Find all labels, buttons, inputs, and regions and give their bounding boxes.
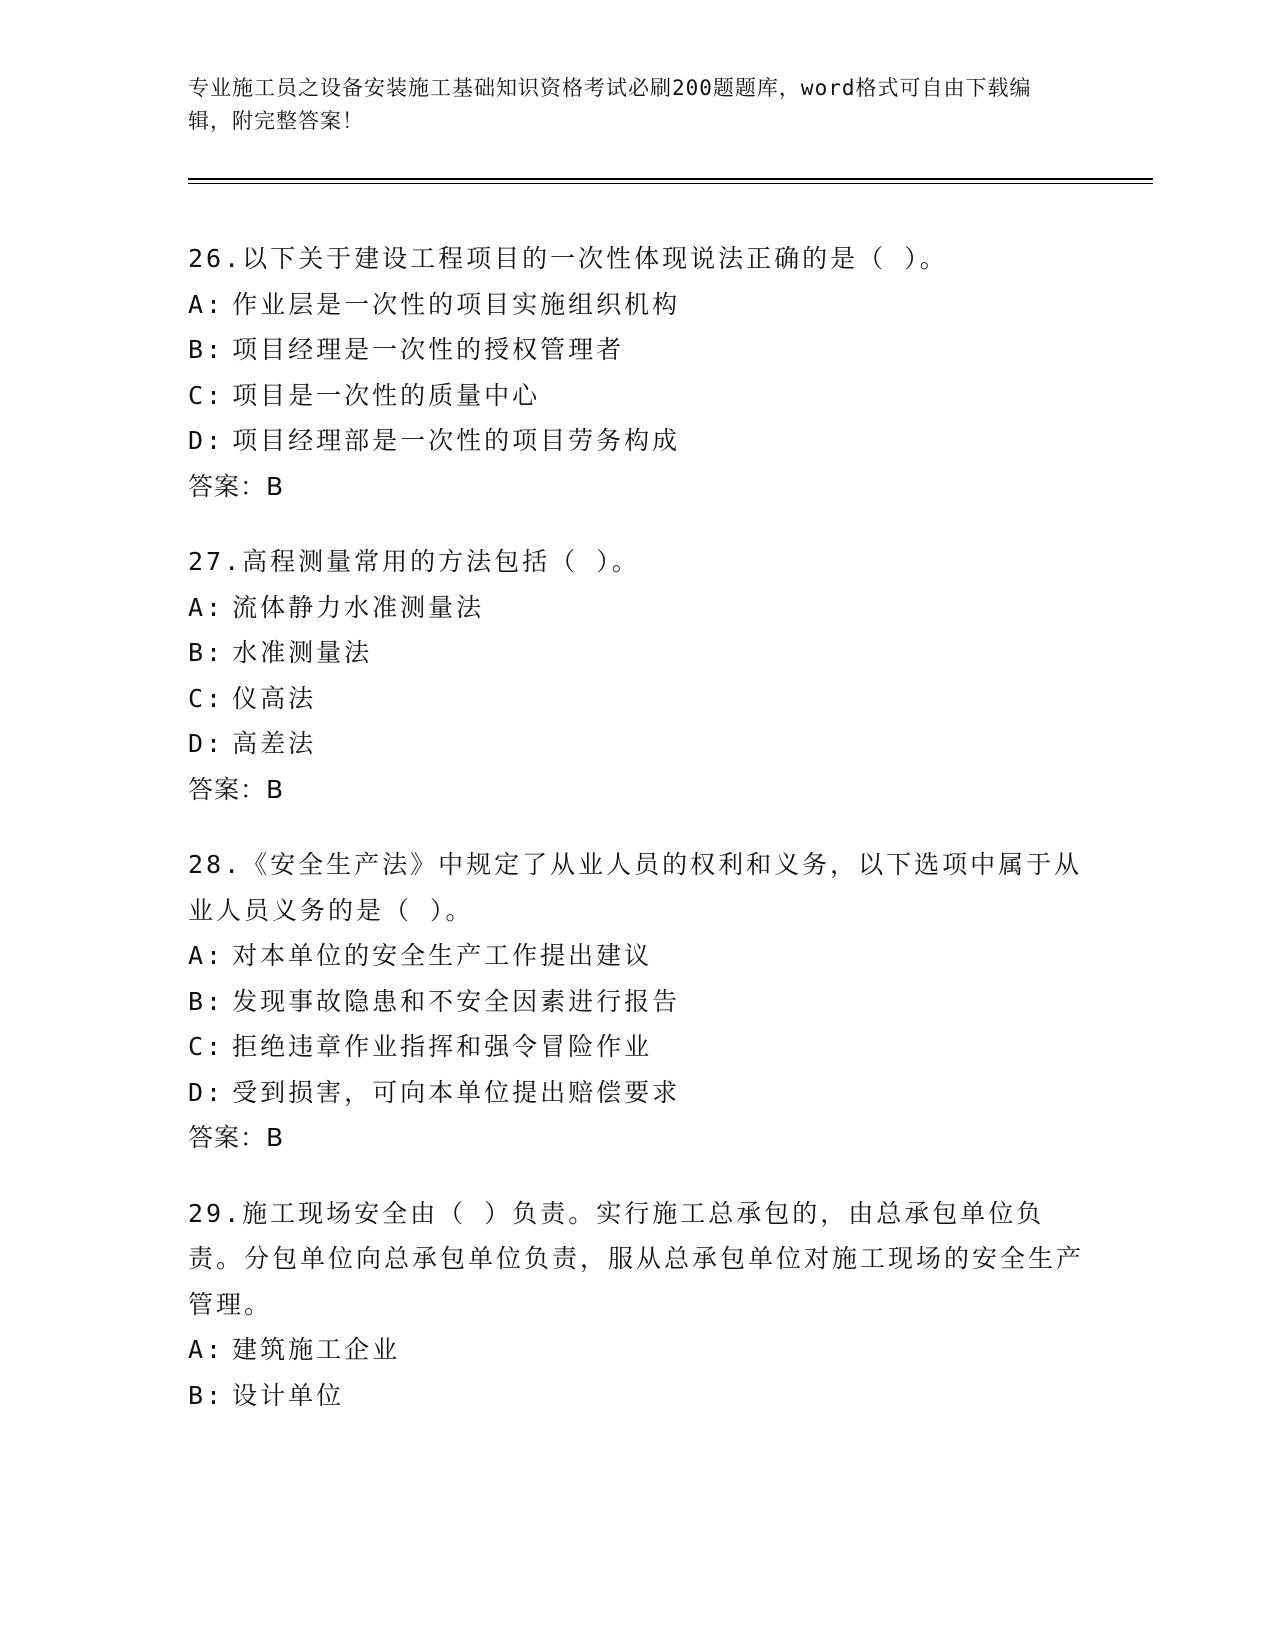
question-list [188,236,1088,1448]
option-letter: C: [188,1032,225,1061]
option-b [188,327,1088,373]
option-text: 高差法 [232,729,317,758]
option-c [188,373,1088,419]
option-letter: A: [188,941,225,970]
question-27 [188,539,1088,812]
option-text: 水准测量法 [232,638,373,667]
question-stem: 29.施工现场安全由（ ）负责。实行施工总承包的，由总承包单位负责。分包单位向总承包单位负责，服从总承包单位对施工现场的安全生产管理。 [188,1198,1085,1319]
option-b [188,630,1088,676]
option-letter: D: [188,729,225,758]
option-d [188,418,1088,464]
option-text: 项目经理是一次性的授权管理者 [232,335,625,364]
option-a [188,585,1088,631]
option-d [188,721,1088,767]
option-b [188,979,1088,1025]
option-letter: B: [188,1380,225,1410]
question-26 [188,236,1088,509]
option-text: 受到损害，可向本单位提出赔偿要求 [232,1077,681,1107]
option-d [188,1070,1088,1116]
question-stem: 26.以下关于建设工程项目的一次性体现说法正确的是（ ）。 [188,244,948,273]
option-letter: D: [188,426,225,455]
option-a [188,933,1088,979]
option-a [188,282,1088,328]
option-b [188,1373,1088,1419]
option-c [188,676,1088,722]
option-text: 拒绝违章作业指挥和强令冒险作业 [232,1032,653,1061]
option-letter: D: [188,1077,225,1107]
option-text: 流体静力水准测量法 [232,592,485,622]
question-stem: 27.高程测量常用的方法包括（ ）。 [188,547,640,576]
option-letter: C: [188,683,225,713]
option-text: 仪高法 [232,683,317,713]
option-letter: A: [188,289,225,319]
option-letter: A: [188,592,225,622]
header-divider-thin [188,183,1153,184]
option-letter: C: [188,380,225,410]
option-letter: B: [188,335,225,364]
answer: 答案：B [188,471,285,501]
option-letter: B: [188,986,225,1016]
option-c [188,1024,1088,1070]
option-letter: A: [188,1335,225,1364]
header-divider [188,178,1153,180]
option-text: 作业层是一次性的项目实施组织机构 [232,289,681,319]
document-header: 专业施工员之设备安装施工基础知识资格考试必刷200题题库，word格式可自由下载编辑，附完整答案！ [188,76,1032,133]
option-text: 发现事故隐患和不安全因素进行报告 [232,986,681,1016]
option-text: 设计单位 [232,1380,345,1410]
option-a [188,1327,1088,1373]
answer: 答案：B [188,774,285,804]
option-text: 对本单位的安全生产工作提出建议 [232,941,653,970]
question-29 [188,1191,1088,1419]
question-28 [188,842,1088,1161]
option-text: 项目是一次性的质量中心 [232,380,541,410]
answer: 答案：B [188,1123,285,1152]
option-letter: B: [188,638,225,667]
question-stem: 28.《安全生产法》中规定了从业人员的权利和义务，以下选项中属于从业人员义务的是（ ）。 [188,850,1083,925]
option-text: 项目经理部是一次性的项目劳务构成 [232,426,681,455]
option-text: 建筑施工企业 [232,1335,401,1364]
